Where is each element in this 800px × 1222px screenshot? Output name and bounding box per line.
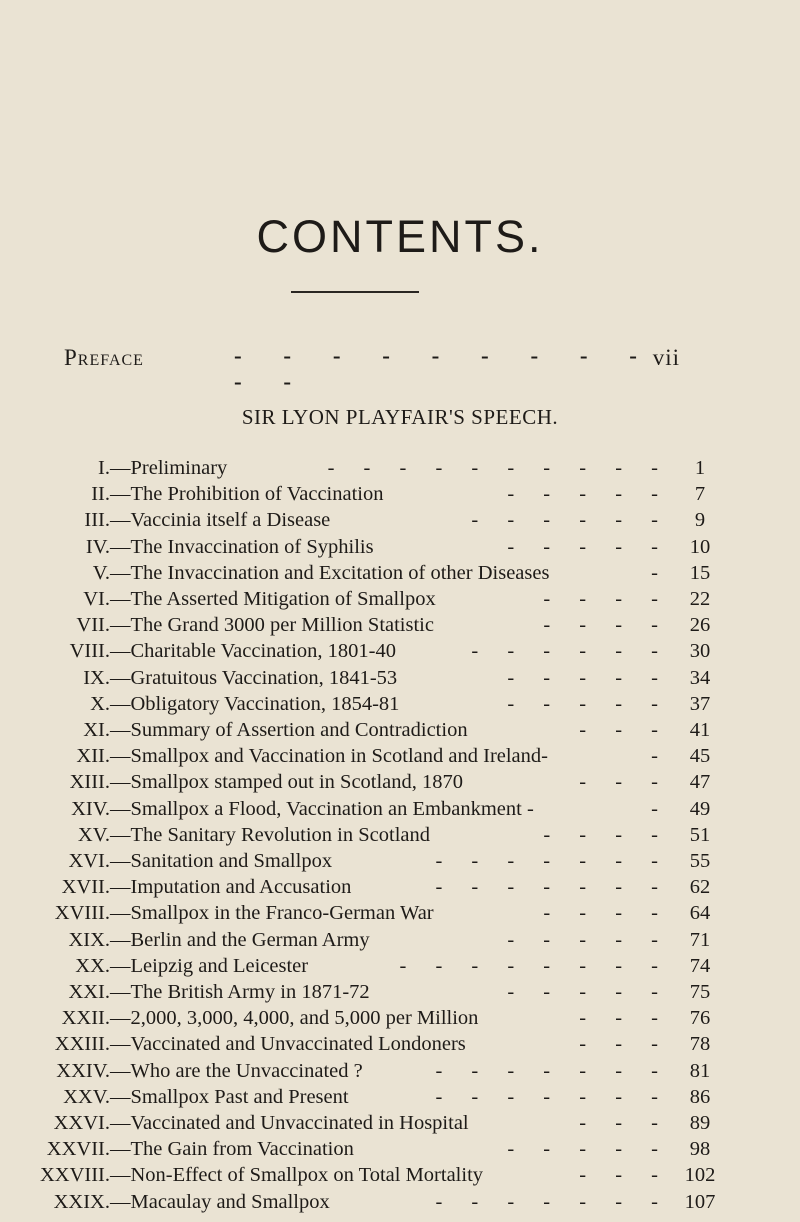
toc-entry-title: —Macaulay and Smallpox — [110, 1190, 330, 1213]
toc-entry — [0, 507, 800, 533]
toc-entry-leaders: - - - - — [543, 902, 670, 925]
toc-entry — [0, 1084, 800, 1110]
toc-entry-number: XVI. — [68, 850, 110, 872]
toc-entry-leaders: - - - - — [543, 588, 670, 610]
toc-entry-number: XXVI. — [53, 1112, 110, 1134]
preface-entry — [64, 343, 680, 394]
toc-entry-number: XXIV. — [56, 1059, 110, 1082]
toc-entry — [0, 534, 800, 560]
toc-entry-leaders: - - - — [579, 719, 670, 741]
toc-entry-title: —The Asserted Mitigation of Smallpox — [110, 588, 436, 610]
toc-entry-number: VII. — [76, 614, 110, 637]
toc-entry-leaders: - - - - - - - — [435, 1059, 670, 1082]
toc-entry — [0, 1189, 800, 1215]
toc-entry — [0, 796, 800, 822]
toc-entry-leaders: - - - - - — [507, 1138, 670, 1161]
toc-entry-number: VI. — [83, 588, 110, 610]
toc-entry-title: —The British Army in 1871-72 — [110, 981, 370, 1003]
toc-entry-leaders: - - - - - - - — [435, 1085, 670, 1108]
toc-entry-page: 86 — [689, 1085, 711, 1108]
toc-entry-leaders: - — [651, 561, 670, 584]
toc-entry-title: —Leipzig and Leicester — [110, 954, 309, 977]
toc-entry-page: 55 — [689, 850, 711, 872]
toc-entry-number: XXII. — [61, 1007, 110, 1030]
toc-entry-title: —2,000, 3,000, 4,000, and 5,000 per Million — [110, 1007, 479, 1030]
toc-entry-title: —The Gain from Vaccination — [110, 1138, 354, 1161]
toc-entry-number: XVIII. — [54, 902, 110, 925]
toc-entry-page: 1 — [694, 457, 706, 479]
toc-entry-title: —The Prohibition of Vaccination — [110, 483, 384, 506]
toc-entry-title: —Vaccinated and Unvaccinated Londoners — [110, 1033, 466, 1056]
toc-entry-title: —Charitable Vaccination, 1801-40 — [110, 640, 396, 663]
toc-entry-page: 71 — [689, 928, 711, 951]
toc-entry — [0, 1136, 800, 1162]
toc-entry-number: XXIX. — [53, 1190, 110, 1213]
toc-entry-number: IX. — [83, 666, 110, 689]
toc-entry-title: —The Sanitary Revolution in Scotland — [110, 823, 430, 846]
toc-entry-number: XV. — [77, 823, 110, 846]
toc-entry-leaders: - - - - - - - — [435, 876, 670, 899]
toc-entry — [0, 560, 800, 586]
toc-entry-page: 34 — [689, 666, 711, 689]
toc-entry-number: XII. — [76, 745, 110, 768]
preface-leaders: - - - - - - - - - - - — [234, 343, 655, 394]
toc-entry-leaders: - - - - - — [507, 535, 670, 558]
toc-entry-page: 30 — [689, 640, 711, 663]
toc-entry-number: XIV. — [71, 797, 110, 820]
toc-entry-number: III. — [84, 509, 110, 532]
toc-entry — [0, 1162, 800, 1188]
toc-entry-title: —Non-Effect of Smallpox on Total Mortality — [110, 1164, 484, 1187]
toc-entry — [0, 1110, 800, 1136]
toc-entry-leaders: - - - - - — [507, 928, 670, 951]
toc-entry — [0, 900, 800, 926]
toc-entry-number: II. — [91, 483, 110, 506]
toc-entry-title: —Imputation and Accusation — [110, 876, 352, 899]
toc-entry-title: —The Invaccination of Syphilis — [110, 535, 374, 558]
preface-label: Preface — [64, 345, 144, 370]
toc-entry-page: 45 — [689, 745, 711, 768]
section-heading: SIR LYON PLAYFAIR'S SPEECH. — [241, 405, 559, 429]
toc-entry-page: 10 — [689, 535, 711, 558]
toc-entry-page: 26 — [689, 614, 711, 637]
toc-entry-title: —Smallpox stamped out in Scotland, 1870 — [110, 771, 464, 794]
toc-entry-title: —Smallpox in the Franco-German War — [110, 902, 434, 925]
toc-entry-page: 102 — [684, 1164, 716, 1187]
toc-entry — [0, 979, 800, 1005]
toc-entry-title: —Berlin and the German Army — [110, 928, 370, 951]
toc-entry-number: VIII. — [69, 640, 110, 663]
toc-entry-page: 51 — [689, 823, 711, 846]
toc-entry-page: 37 — [689, 692, 711, 715]
toc-entry-title: —Sanitation and Smallpox — [110, 850, 333, 872]
toc-entry-page: 22 — [689, 588, 711, 610]
toc-entry-leaders: - - - — [579, 1112, 670, 1134]
toc-entry-leaders: - - - - - - - — [435, 850, 670, 872]
toc-entry-leaders: - - - - - — [507, 692, 670, 715]
toc-entry — [0, 665, 800, 691]
toc-entry-leaders: - - - - - — [507, 666, 670, 689]
toc-entry — [0, 874, 800, 900]
toc-entry-number: XXVIII. — [39, 1164, 110, 1187]
toc-entry-title: —The Grand 3000 per Million Statistic — [110, 614, 434, 637]
toc-entry-number: IV. — [85, 535, 110, 558]
toc-entry-leaders: - - - - - — [507, 981, 670, 1003]
toc-entry-page: 7 — [694, 483, 706, 506]
toc-entry-page: 81 — [689, 1059, 711, 1082]
toc-entry-number: XXI. — [68, 981, 110, 1003]
toc-entry-number: I. — [98, 457, 110, 479]
title-rule — [291, 291, 419, 293]
toc-entry — [0, 1058, 800, 1084]
toc-entry-number: XXIII. — [54, 1033, 110, 1056]
toc-entry-title: —Vaccinia itself a Disease — [110, 509, 331, 532]
toc-entry-leaders: - - - - - - — [471, 509, 670, 532]
toc-entry-page: 62 — [689, 876, 711, 899]
page-title: CONTENTS. — [256, 211, 544, 262]
toc-entry-number: XVII. — [61, 876, 110, 899]
toc-entry-page: 75 — [689, 981, 711, 1003]
toc-entry-number: V. — [92, 561, 110, 584]
toc-entry-title: —Preliminary — [110, 457, 228, 479]
toc-entry-page: 89 — [689, 1112, 711, 1134]
toc-entry-leaders: - - - — [579, 1007, 670, 1030]
toc-entry-page: 78 — [689, 1033, 711, 1056]
toc-entry-number: XX. — [75, 954, 110, 977]
toc-entry-leaders: - - - — [579, 1164, 670, 1187]
toc-entry — [0, 717, 800, 743]
toc-entry-page: 9 — [694, 509, 706, 532]
toc-entry-title: —Who are the Unvaccinated ? — [110, 1059, 363, 1082]
toc-entry-leaders: - - - - - - - - — [399, 954, 670, 977]
toc-entry-number: XIX. — [68, 928, 110, 951]
toc-entry — [0, 927, 800, 953]
toc-entry-title: —Smallpox and Vaccination in Scotland and Ireland- — [110, 745, 548, 768]
toc-entry — [0, 612, 800, 638]
toc-entry — [0, 743, 800, 769]
toc-entry-page: 41 — [689, 719, 711, 741]
toc-entry-page: 74 — [689, 954, 711, 977]
toc-entry — [0, 1031, 800, 1057]
toc-entry-number: XXV. — [63, 1085, 110, 1108]
toc-entry-title: —Obligatory Vaccination, 1854-81 — [110, 692, 400, 715]
toc-entry-number: XIII. — [69, 771, 110, 794]
toc-entry — [0, 848, 800, 874]
toc-entry-title: —Summary of Assertion and Contradiction — [110, 719, 468, 741]
toc-entry-leaders: - — [651, 745, 670, 768]
toc-entry-page: 98 — [689, 1138, 711, 1161]
toc-entry — [0, 822, 800, 848]
toc-entry-title: —Gratuitous Vaccination, 1841-53 — [110, 666, 398, 689]
toc-entry-page: 49 — [689, 797, 711, 820]
toc-entry-page: 47 — [689, 771, 711, 794]
preface-page-number: vii — [652, 345, 680, 370]
toc-entry-title: —Smallpox Past and Present — [110, 1085, 349, 1108]
toc-entry-leaders: - - - - - - — [471, 640, 670, 663]
toc-entry-title: —Smallpox a Flood, Vaccination an Embankment - — [110, 797, 534, 820]
toc-entry-leaders: - - - - - - - - - - — [327, 457, 670, 479]
toc-entry — [0, 691, 800, 717]
toc-entry — [0, 586, 800, 612]
toc-entry-page: 76 — [689, 1007, 711, 1030]
toc-entry-leaders: - - - - - - - — [435, 1190, 670, 1213]
toc-entry — [0, 953, 800, 979]
toc-entry-leaders: - - - - — [543, 823, 670, 846]
toc-entry-leaders: - - - — [579, 771, 670, 794]
toc-entry-page: 107 — [684, 1190, 716, 1213]
toc-entry — [0, 455, 800, 481]
toc-entry-page: 64 — [689, 902, 711, 925]
toc-entry-number: XXVII. — [46, 1138, 110, 1161]
toc-entry-leaders: - - - - - — [507, 483, 670, 506]
toc-entry-title: —The Invaccination and Excitation of other Diseases — [110, 561, 550, 584]
toc-entry-number: XI. — [83, 719, 110, 741]
toc-entry-leaders: - — [651, 797, 670, 820]
toc-entry — [0, 1005, 800, 1031]
toc-entry-number: X. — [90, 692, 110, 715]
toc-entry-title: —Vaccinated and Unvaccinated in Hospital — [110, 1112, 469, 1134]
toc-entry — [0, 481, 800, 507]
toc-entry-leaders: - - - — [579, 1033, 670, 1056]
toc-entry — [0, 638, 800, 664]
toc-entry — [0, 769, 800, 795]
toc-entry-page: 15 — [689, 561, 711, 584]
toc-entry-leaders: - - - - — [543, 614, 670, 637]
